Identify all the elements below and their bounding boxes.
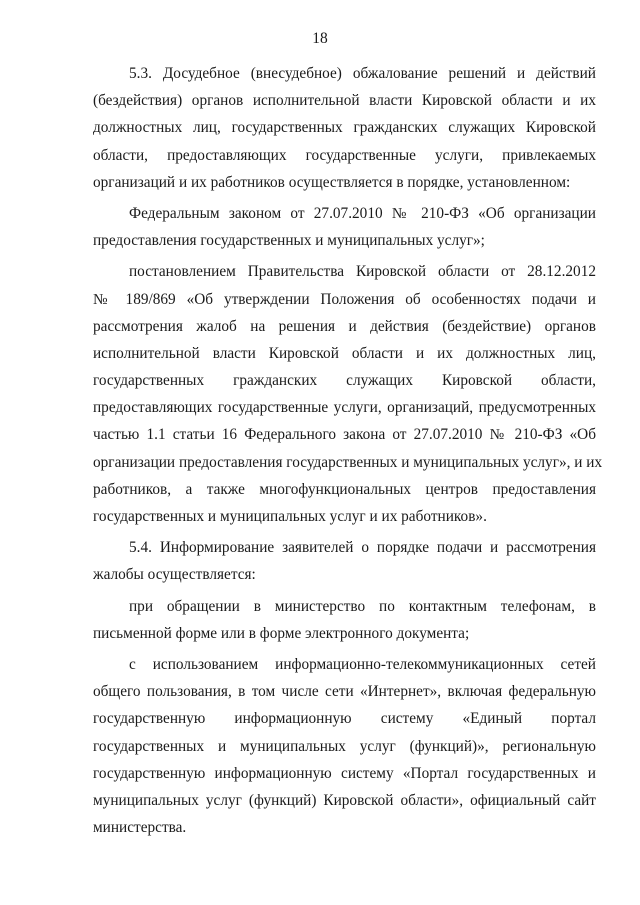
text-line: Федеральным законом от 27.07.2010 № 210-ФЗ «Об организации <box>129 204 596 222</box>
text-line: области, предоставляющих государственные услуги, привлекаемых <box>93 146 596 164</box>
document-body <box>93 60 603 841</box>
text-line: министерства. <box>93 819 187 837</box>
text-line: предоставления государственных и муниципальных услуг»; <box>93 232 485 250</box>
text-line: работников, а также многофункциональных центров предоставления <box>93 480 596 498</box>
text-line: муниципальных услуг (функций) Кировской области», официальный сайт <box>93 791 596 809</box>
text-line: предоставляющих государственные услуги, организаций, предусмотренных <box>93 399 596 417</box>
text-line: № 189/869 «Об утверждении Положения об особенностях подачи и <box>93 290 596 308</box>
paragraph-networks <box>93 651 596 841</box>
paragraph-5-3 <box>93 60 596 196</box>
text-line: при обращении в министерство по контактным телефонам, в <box>129 597 596 615</box>
text-line: должностных лиц, государственных гражданских служащих Кировской <box>93 119 596 137</box>
text-line: 5.4. Информирование заявителей о порядке подачи и рассмотрения <box>129 539 596 557</box>
paragraph-federal-law <box>93 200 596 254</box>
paragraph-5-4 <box>93 534 596 588</box>
text-line: частью 1.1 статьи 16 Федерального закона от 27.07.2010 № 210-ФЗ «Об <box>93 426 596 444</box>
text-line: 5.3. Досудебное (внесудебное) обжалование решений и действий <box>129 65 596 82</box>
text-line: государственных гражданских служащих Кировской области, <box>93 372 596 390</box>
page-number: 18 <box>312 30 328 47</box>
text-line: организации предоставления государственных и муниципальных услуг», и их <box>93 453 603 471</box>
text-line: государственных и муниципальных услуг и их работников». <box>93 508 487 525</box>
text-line: рассмотрения жалоб на решения и действия (бездействие) органов <box>93 317 596 335</box>
text-line: государственную информационную систему «Портал государственных и <box>93 764 596 782</box>
text-line: государственных и муниципальных услуг (функций)», региональную <box>93 737 596 755</box>
text-line: государственную информационную систему «Единый портал <box>93 710 596 728</box>
text-line: жалобы осуществляется: <box>93 566 256 584</box>
text-line: письменной форме или в форме электронного документа; <box>93 624 470 642</box>
text-line: постановлением Правительства Кировской области от 28.12.2012 <box>129 263 596 281</box>
text-line: общего пользования, в том числе сети «Интернет», включая федеральную <box>93 683 596 701</box>
text-line: (бездействия) органов исполнительной власти Кировской области и их <box>93 92 596 110</box>
text-line: организаций и их работников осуществляется в порядке, установленном: <box>93 173 571 191</box>
paragraph-resolution <box>93 258 603 530</box>
paragraph-ministry-contact <box>93 593 596 647</box>
text-line: исполнительной власти Кировской области и их должностных лиц, <box>93 344 596 362</box>
text-line: с использованием информационно-телекоммуникационных сетей <box>129 655 596 673</box>
